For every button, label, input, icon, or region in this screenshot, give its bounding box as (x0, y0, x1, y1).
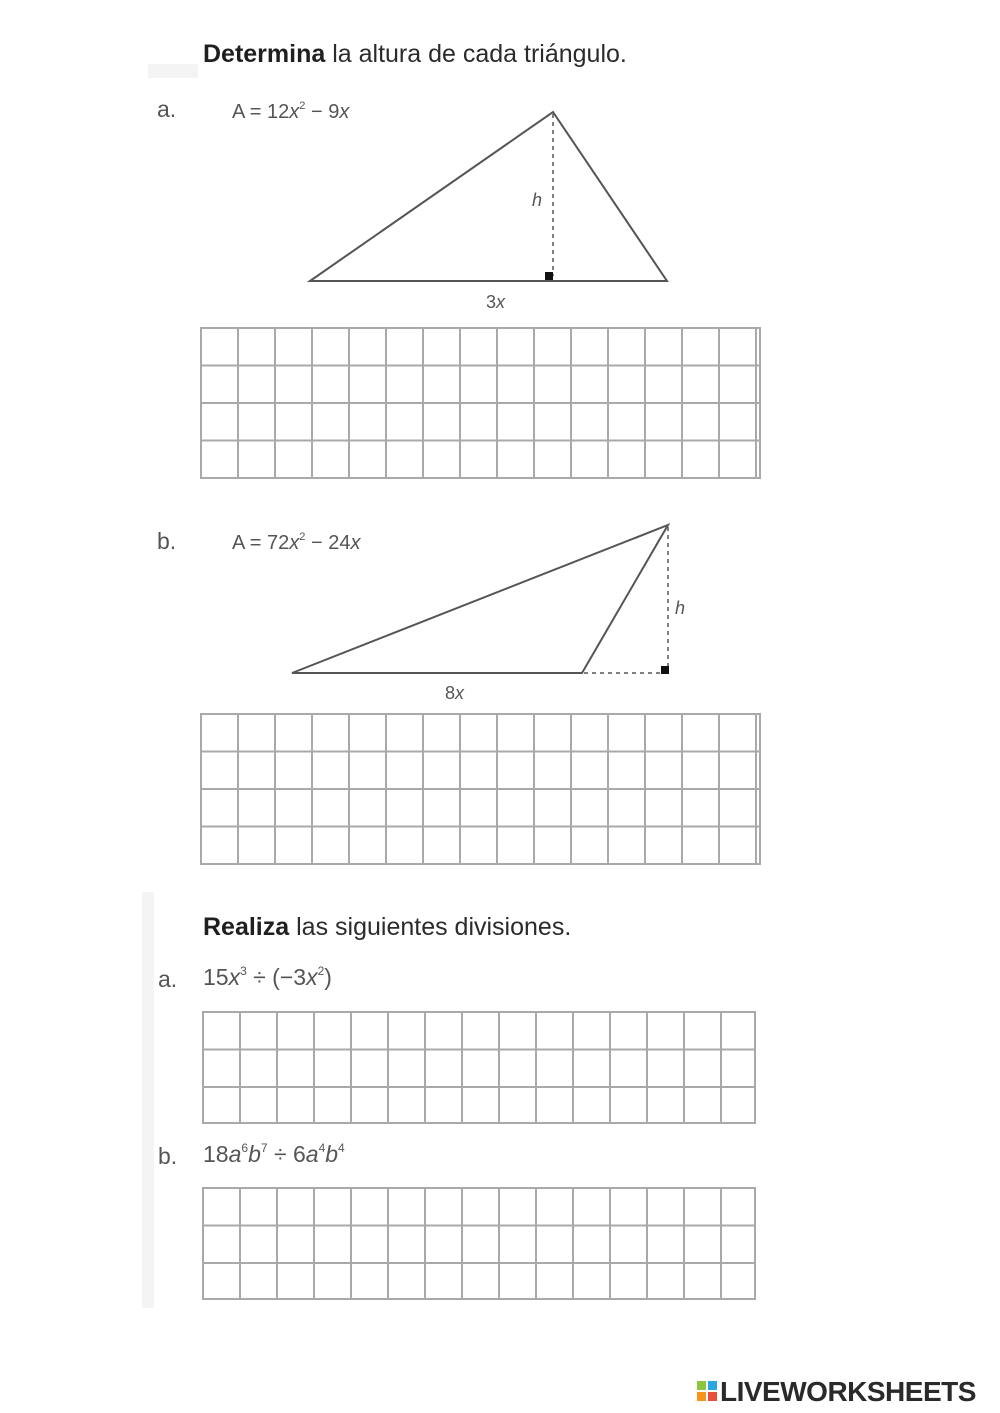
section1-item-a-label: a. (157, 96, 177, 122)
liveworksheets-brand: LIVEWORKSHEETS (720, 1376, 976, 1407)
section1-item-b-label: b. (157, 528, 177, 554)
section2-heading: Realiza las siguientes divisiones. (203, 913, 572, 941)
triangle-a-height-label: h (532, 190, 543, 210)
logo-square-green (697, 1381, 706, 1390)
logo-square-red (708, 1392, 717, 1401)
liveworksheets-logo-icon (697, 1381, 719, 1403)
section2-item-a-label: a. (158, 966, 178, 992)
triangle-b (292, 525, 668, 673)
triangle-b-height-label: h (675, 598, 686, 618)
triangle-b-base-label: 8x (445, 683, 465, 703)
answer-grid-section2-a[interactable] (202, 1011, 756, 1124)
section2-item-b-expression: $18a^6b^7 \div 6a^4b^4$ (203, 1141, 345, 1167)
section1-item-a-area-formula: $A = 12x^2 - 9x$ (232, 100, 350, 123)
logo-square-orange (697, 1392, 706, 1401)
scan-shade-left (142, 892, 154, 1308)
logo-square-blue (708, 1381, 717, 1390)
section2-item-a-expression: $15x^3 \div (-3x^2)$ (203, 964, 332, 990)
answer-grid-section1-b[interactable] (200, 713, 761, 865)
answer-grid-section2-b[interactable] (202, 1187, 756, 1300)
section1-heading: Determina la altura de cada triángulo. (203, 40, 627, 68)
section2-item-b-label: b. (158, 1143, 178, 1169)
section1-item-b-area-formula: $A = 72x^2 - 24x$ (232, 531, 361, 554)
triangle-a-base-label: 3x (486, 292, 506, 312)
triangle-b-right-angle-mark (661, 666, 669, 674)
